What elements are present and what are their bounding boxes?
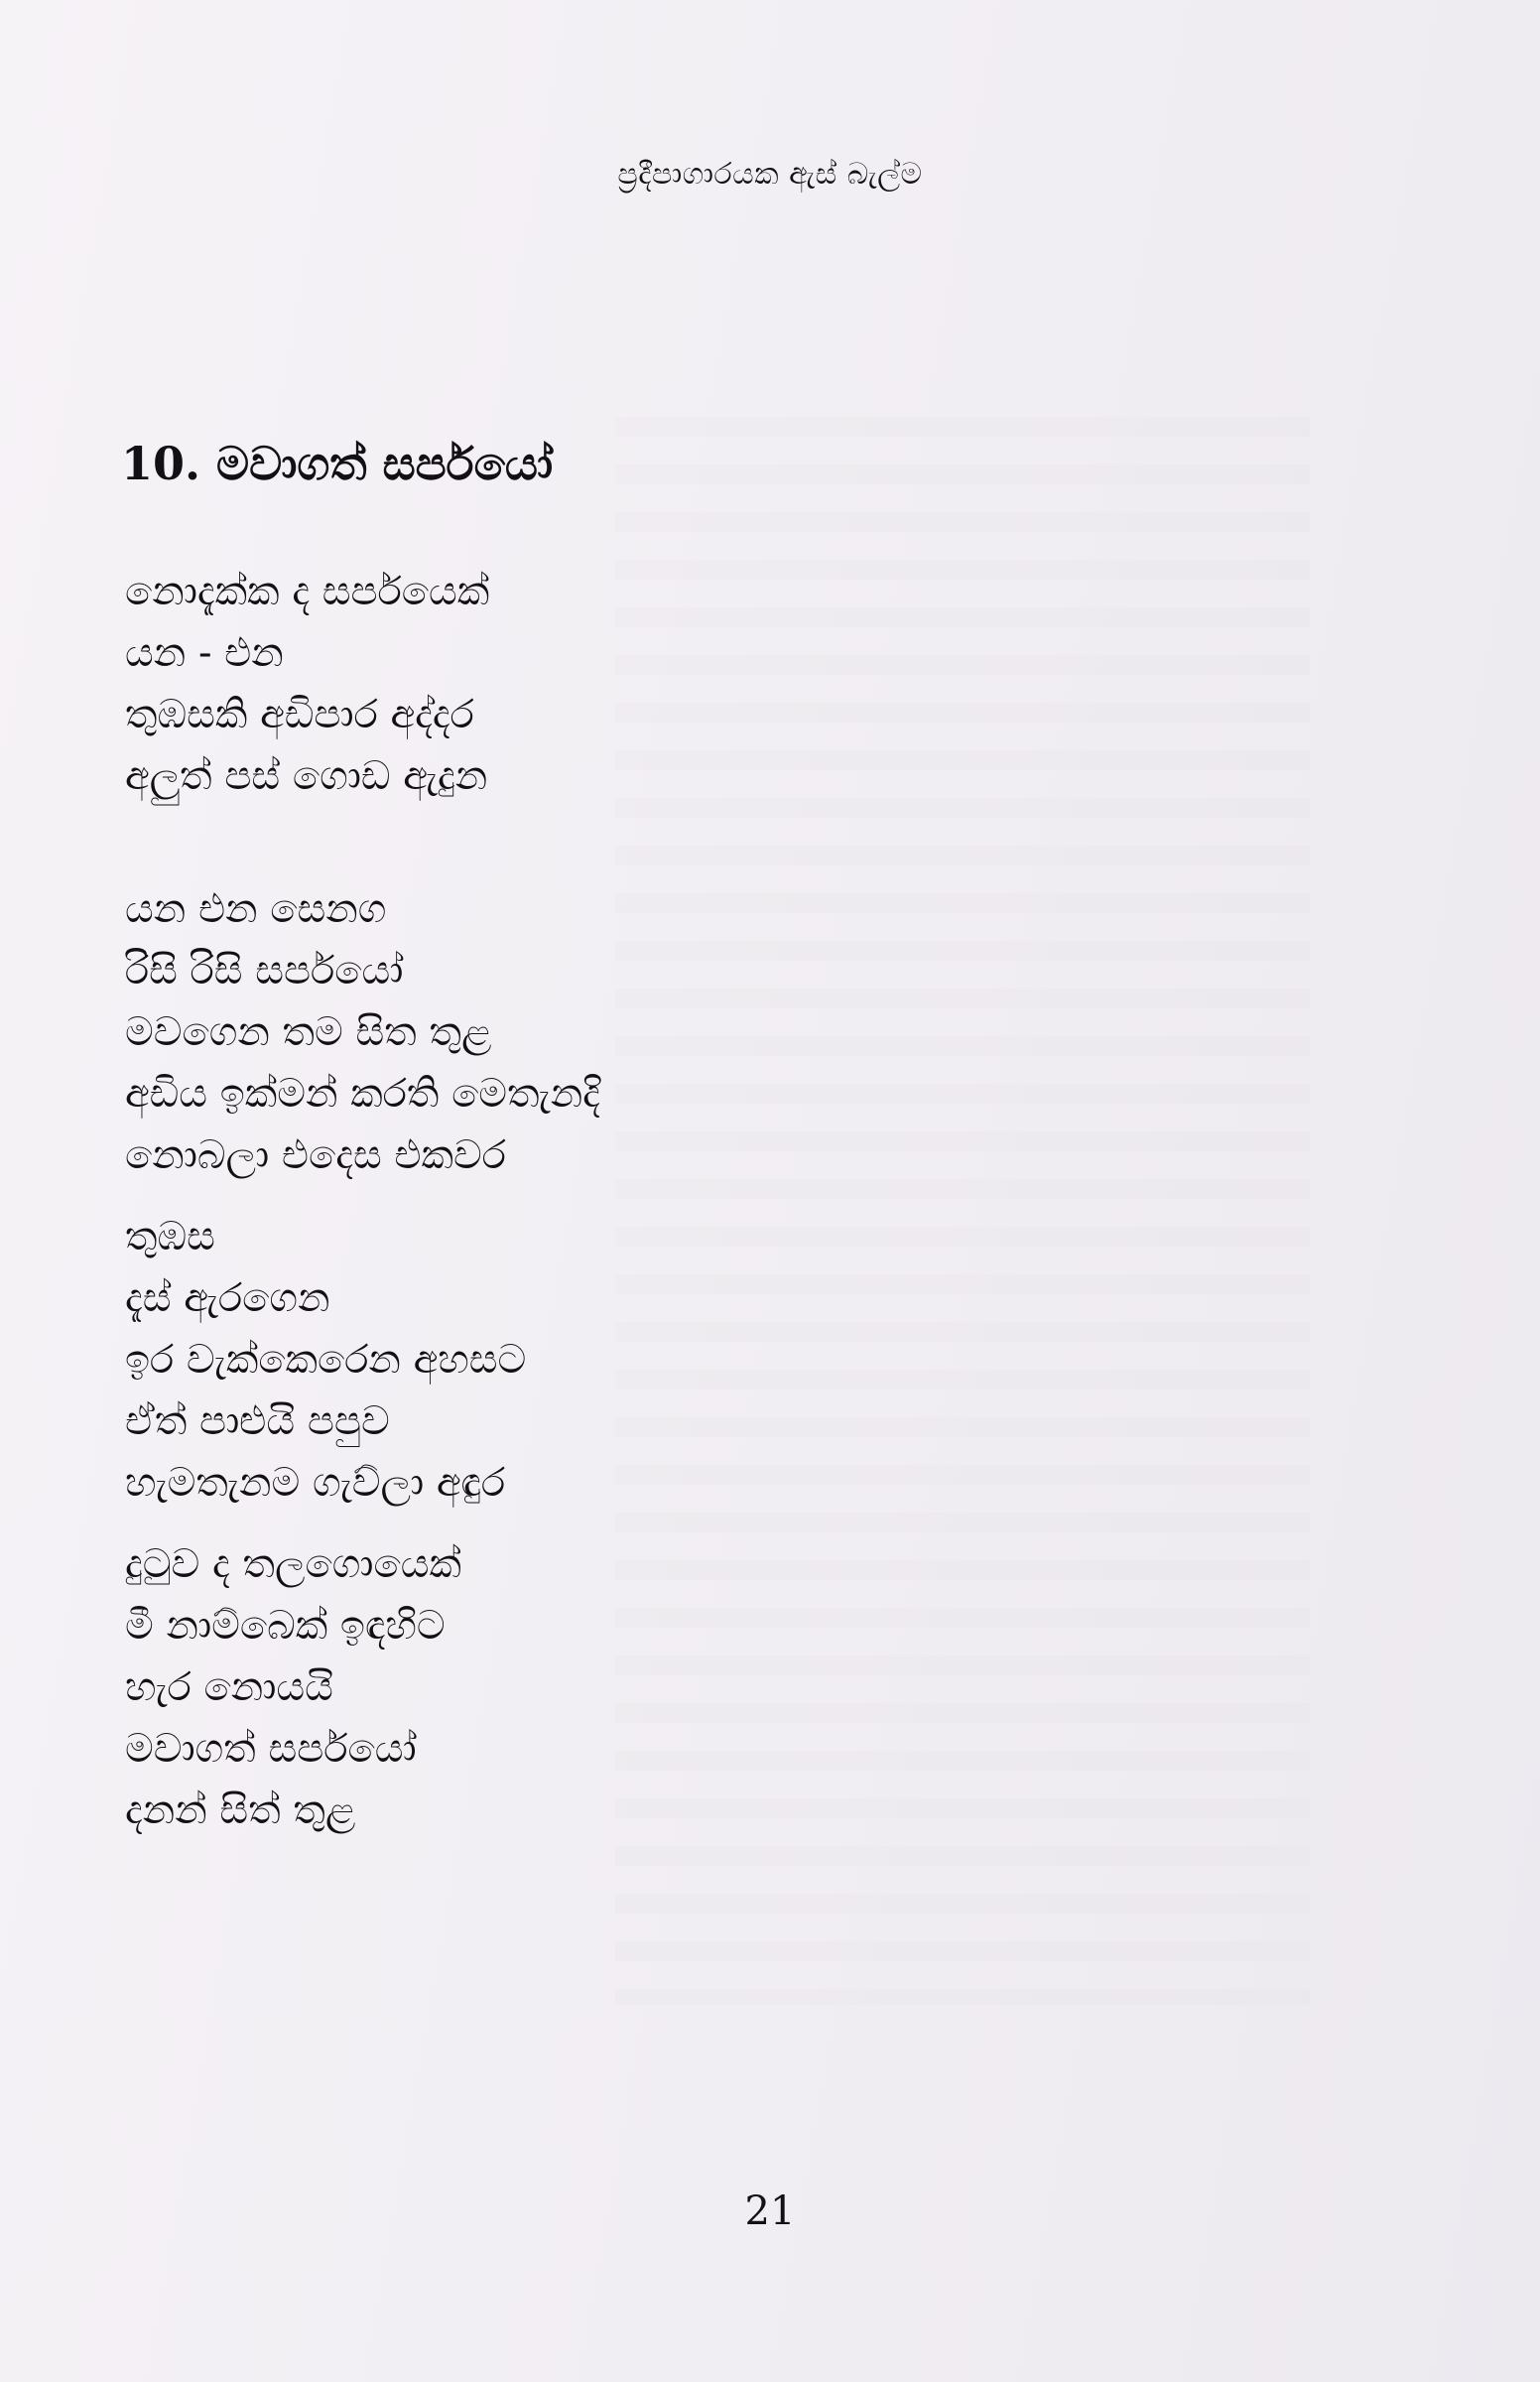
poem-line: රිසි රිසි සර්පයෝ	[125, 948, 404, 993]
poem-line: මවාගත් සර්පයෝ	[125, 1726, 417, 1772]
stanza	[125, 1533, 600, 1841]
poem-body	[125, 561, 600, 1841]
stanza	[125, 878, 600, 1186]
poem-line: තුඹසකි අඩිපාර අද්දර	[125, 692, 474, 737]
poem-line: දනන් සිත් තුළ	[125, 1787, 356, 1833]
poem-line: දැස් ඇරගෙන	[125, 1275, 330, 1321]
bleed-through-texture	[615, 417, 1310, 2005]
poem-line: යන එන සෙනග	[125, 886, 387, 932]
poem-line: දුටුව ද තලගොයෙක්	[125, 1541, 461, 1587]
poem-line: මී නාම්බෙක් ඉඳහිට	[125, 1603, 446, 1649]
poem-line: අඩිය ඉක්මන් කරති මෙතැනදි	[125, 1071, 600, 1117]
poem-line: නොදැක්ක ද සර්පයෙක්	[125, 569, 490, 614]
stanza	[125, 1206, 600, 1514]
poem-line: තුඹස	[125, 1214, 215, 1259]
poem-line: ඉර වැක්කෙරෙන අහසට	[125, 1337, 527, 1383]
poem-line: යන - එන	[125, 630, 284, 676]
poem-line: ඒත් පාළුයි පපුව	[125, 1398, 390, 1444]
stanza	[125, 561, 600, 807]
poem-title: 10. මවාගත් සර්පයෝ	[121, 437, 554, 490]
poem-line: නොබලා එදෙස එකවර	[125, 1132, 506, 1178]
poem-line: අලුත් පස් ගොඩ ඇදුන	[125, 753, 488, 799]
running-header: ප්‍රදීපාගාරයක ඇස් බැල්ම	[617, 157, 923, 192]
page-number: 21	[744, 2188, 796, 2234]
poem-line: හැමතැනම ගැව්ලා අඳුර	[125, 1460, 506, 1506]
poem-line: මවගෙන තම සිත තුළ	[125, 1009, 492, 1055]
poem-line: හැර නොයයි	[125, 1664, 333, 1710]
